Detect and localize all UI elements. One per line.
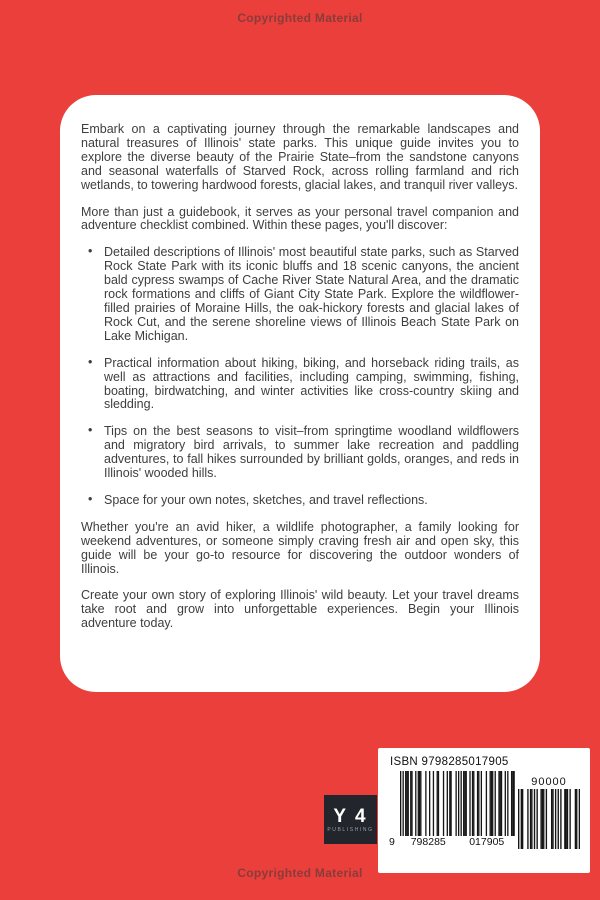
intro-paragraph-1: Embark on a captivating journey through the remarkable landscapes and natural treasures of Illinois' state parks. This unique guide invites you to explore the diverse beauty of the Prairie State–from the sandstone canyons and seasonal waterfalls of Starved Rock, across rolling farmland and rich wetlands, to towering hardwood forests, glacial lakes, and tranquil river valleys.: [81, 122, 519, 192]
copyright-watermark-bottom: Copyrighted Material: [237, 866, 363, 880]
feature-item-seasons: • Tips on the best seasons to visit–from springtime woodland wildflowers and migratory bird arrivals, to summer lake recreation and paddling adventures, to fall hikes surrounded by brilliant golds, oranges, and reds in Illinois' wooded hills.: [81, 425, 519, 481]
publisher-logo-subtitle: PUBLISHING: [327, 826, 374, 833]
publisher-logo: [324, 795, 377, 844]
ean13-digit-group-2: 017905: [458, 836, 517, 849]
addon-price-code: 90000: [531, 776, 567, 788]
features-list: [81, 246, 519, 508]
ean13-digits: [389, 836, 516, 849]
publisher-logo-name: Y 4: [333, 805, 368, 827]
closing-paragraph-2: Create your own story of exploring Illinois' wild beauty. Let your travel dreams take root and grow into unforgettable experiences. Begin your Illinois adventure today.: [81, 588, 519, 631]
ean5-bars: [518, 789, 580, 854]
intro-paragraph-2: More than just a guidebook, it serves as your personal travel companion and adventure checklist combined. Within these pages, you'll discover:: [81, 204, 519, 233]
barcode-row: [390, 771, 580, 863]
isbn-label: ISBN 9798285017905: [390, 756, 509, 768]
ean13-barcode: [390, 771, 510, 863]
feature-item-notes-space: • Space for your own notes, sketches, and travel reflections.: [81, 494, 519, 508]
barcode-panel: [378, 748, 590, 873]
ean13-digit-group-1: 798285: [399, 836, 458, 849]
closing-paragraph-1: Whether you're an avid hiker, a wildlife photographer, a family looking for weekend adventures, or someone simply craving fresh air and open sky, this guide will be your go-to resource for discovering the outdoor wonders of Illinois.: [81, 519, 519, 576]
ean5-addon-barcode: [518, 776, 580, 854]
feature-item-practical-info: • Practical information about hiking, biking, and horseback riding trails, as well as attractions and facilities, including camping, swimming, fishing, boating, birdwatching, and winter activities like cross-country skiing and sledding.: [81, 357, 519, 413]
feature-item-parks: • Detailed descriptions of Illinois' most beautiful state parks, such as Starved Rock State Park with its iconic bluffs and 18 scenic canyons, the ancient bald cypress swamps of Cache River State Natural Area, and the dramatic rock formations and cliffs of Giant City State Park. Explore the wildflower-filled prairies of Moraine Hills, the oak-hickory forests and glacial lakes of Rock Cut, and the serene shoreline views of Illinois Beach State Park on Lake Michigan.: [81, 246, 519, 343]
copyright-watermark-top: Copyrighted Material: [237, 11, 363, 25]
ean13-digit-lead: 9: [389, 836, 395, 848]
back-cover-text-panel: [60, 95, 540, 692]
